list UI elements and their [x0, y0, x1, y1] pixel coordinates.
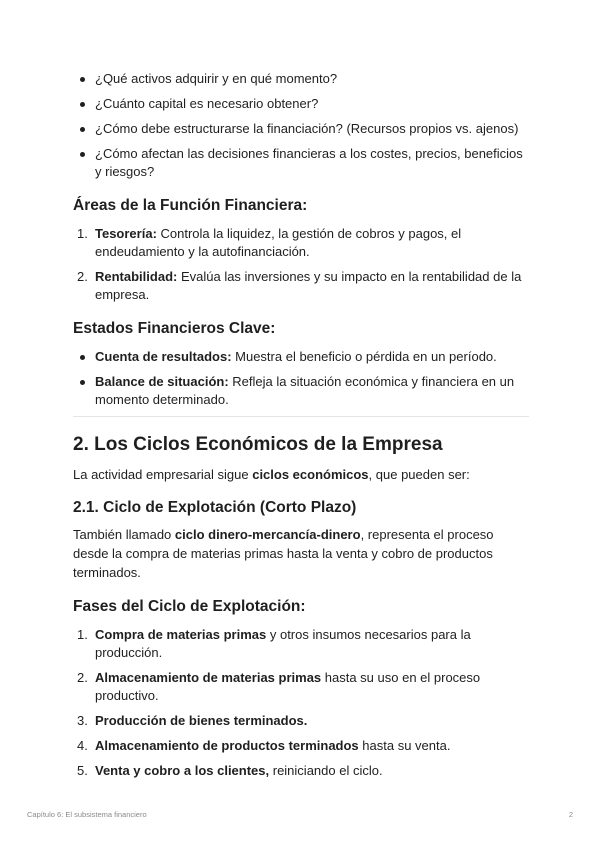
bullet-icon — [80, 380, 85, 385]
section-divider — [73, 416, 529, 417]
bullet-icon — [80, 77, 85, 82]
estados-heading: Estados Financieros Clave: — [73, 320, 276, 337]
list-item: 1. Compra de materias primas y otros insumos necesarios para la producción. — [77, 627, 471, 660]
bullet-icon — [80, 152, 85, 157]
bullet-icon — [80, 127, 85, 132]
list-item: ¿Cómo debe estructurarse la financiación? (Recursos propios vs. ajenos) — [73, 120, 529, 138]
footer-chapter: Capítulo 6: El subsistema financiero — [27, 810, 147, 819]
list-item: 5. Venta y cobro a los clientes, reiniciando el ciclo. — [77, 763, 383, 778]
areas-heading: Áreas de la Función Financiera: — [73, 197, 308, 214]
fases-heading: Fases del Ciclo de Explotación: — [73, 598, 306, 615]
fases-list — [73, 626, 529, 780]
subsection-paragraph: También llamado ciclo dinero-mercancía-dinero, representa el proceso desde la compra de materias primas hasta la venta y cobro de productos terminados. — [73, 527, 494, 580]
list-item: ¿Cuánto capital es necesario obtener? — [73, 95, 529, 113]
list-item: 4. Almacenamiento de productos terminados hasta su venta. — [77, 738, 451, 753]
footer-page-number: 2 — [568, 810, 573, 819]
questions-list — [73, 70, 529, 181]
list-item: 3. Producción de bienes terminados. — [77, 713, 308, 728]
section-intro: La actividad empresarial sigue ciclos económicos, que pueden ser: — [73, 467, 470, 482]
estados-list — [73, 348, 529, 409]
areas-list — [73, 225, 529, 304]
list-item: 2. Rentabilidad: Evalúa las inversiones y su impacto en la rentabilidad de la empresa. — [77, 269, 522, 302]
list-item: Cuenta de resultados: Muestra el beneficio o pérdida en un período. — [73, 348, 529, 366]
list-item: 2. Almacenamiento de materias primas hasta su uso en el proceso productivo. — [77, 670, 481, 703]
list-item: ¿Qué activos adquirir y en qué momento? — [73, 70, 529, 88]
list-item: Balance de situación: Refleja la situación económica y financiera en un momento determinado. — [73, 373, 529, 409]
list-item: ¿Cómo afectan las decisiones financieras a los costes, precios, beneficios y riesgos? — [73, 145, 529, 181]
document-page — [73, 70, 529, 787]
section-title: 2. Los Ciclos Económicos de la Empresa — [73, 434, 443, 455]
subsection-title: 2.1. Ciclo de Explotación (Corto Plazo) — [73, 499, 357, 516]
bullet-icon — [80, 102, 85, 107]
list-item: 1. Tesorería: Controla la liquidez, la gestión de cobros y pagos, el endeudamiento y la autofinanciación. — [77, 226, 462, 259]
bullet-icon — [80, 355, 85, 360]
